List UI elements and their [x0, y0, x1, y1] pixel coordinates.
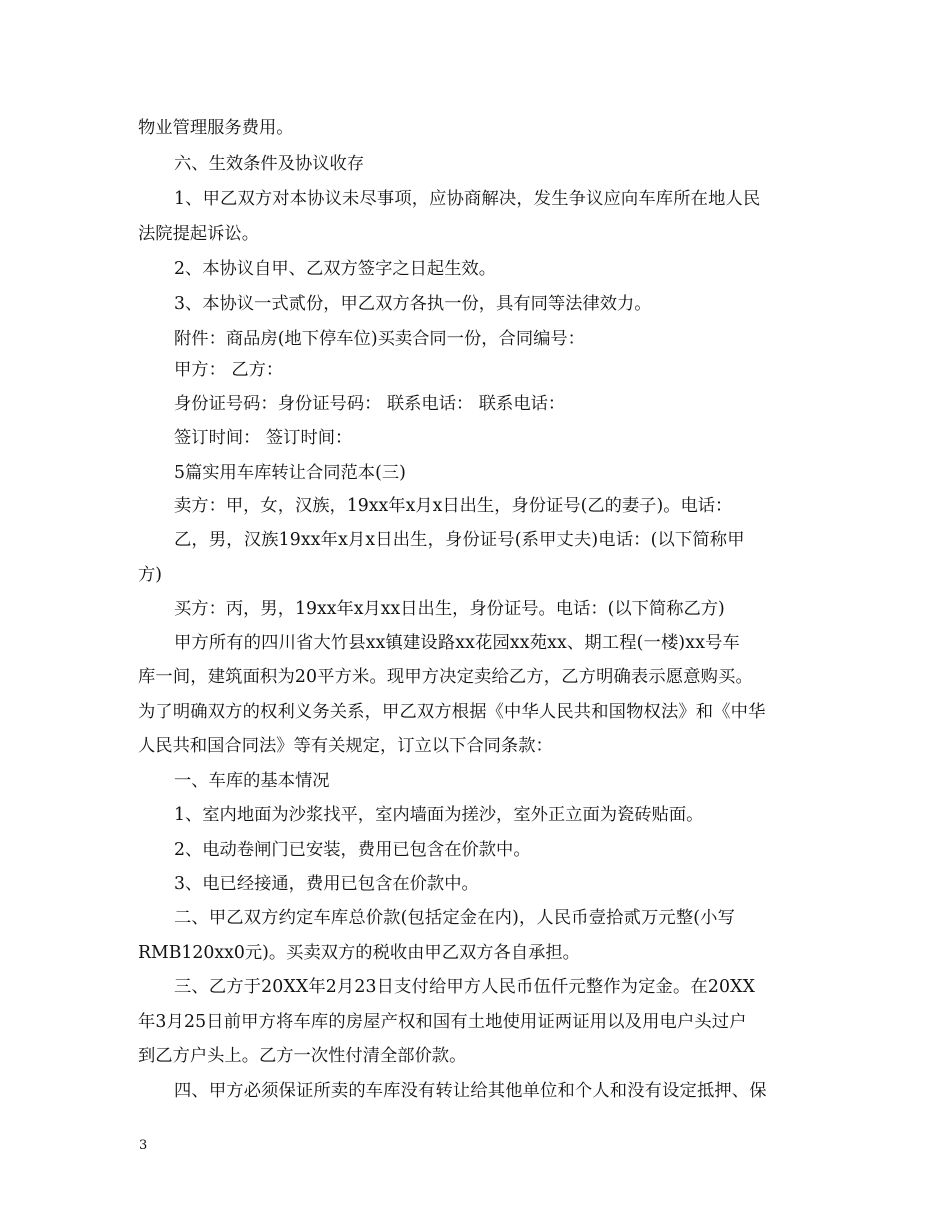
text-line: 1、室内地面为沙浆找平，室内墙面为搓沙，室外正立面为瓷砖贴面。 — [174, 805, 704, 825]
text-line: 附件：商品房(地下停车位)买卖合同一份，合同编号： — [174, 329, 585, 349]
text-line: 到乙方户头上。乙方一次性付清全部价款。 — [138, 1046, 467, 1066]
text-line: 2、电动卷闸门已安装，费用已包含在价款中。 — [174, 840, 531, 860]
text-line: 人民共和国合同法》等有关规定，订立以下合同条款： — [138, 736, 553, 756]
text-line: 2、本协议自甲、乙双方签字之日起生效。 — [174, 259, 497, 279]
text-line: 年3月25日前甲方将车库的房屋产权和国有土地使用证两证用以及用电户头过户 — [138, 1012, 747, 1032]
text-line: 买方：丙，男，19xx年x月xx日出生，身份证号。电话：(以下简称乙方) — [174, 599, 725, 619]
text-line: 乙，男，汉族19xx年x月x日出生，身份证号(系甲丈夫)电话：(以下简称甲 — [174, 530, 745, 550]
text-line: 法院提起诉讼。 — [138, 224, 259, 244]
text-line: 库一间，建筑面积为20平方米。现甲方决定卖给乙方，乙方明确表示愿意购买。 — [138, 667, 753, 687]
text-line: 为了明确双方的权利义务关系，甲乙双方根据《中华人民共和国物权法》和《中华 — [138, 702, 766, 722]
signature-line: 身份证号码：身份证号码： 联系电话： 联系电话： — [174, 394, 566, 414]
signature-line: 签订时间： 签订时间： — [174, 428, 353, 448]
text-line: 卖方：甲，女，汉族，19xx年x月x日出生，身份证号(乙的妻子)。电话： — [174, 496, 733, 516]
text-line: 甲方所有的四川省大竹县xx镇建设路xx花园xx苑xx、期工程(一楼)xx号车 — [174, 633, 740, 653]
text-line: RMB120xx0元)。买卖双方的税收由甲乙双方各自承担。 — [138, 943, 580, 963]
text-line: 三、乙方于20XX年2月23日支付给甲方人民币伍仟元整作为定金。在20XX — [174, 977, 756, 997]
page-number: 3 — [139, 1138, 148, 1153]
text-line: 方) — [138, 565, 163, 585]
section-heading: 一、车库的基本情况 — [174, 771, 330, 791]
text-line: 四、甲方必须保证所卖的车库没有转让给其他单位和个人和没有设定抵押、保 — [174, 1081, 767, 1101]
text-line: 二、甲乙双方约定车库总价款(包括定金在内)，人民币壹拾贰万元整(小写 — [174, 908, 736, 928]
text-line: 物业管理服务费用。 — [138, 118, 294, 138]
text-line: 3、本协议一式贰份，甲乙双方各执一份，具有同等法律效力。 — [174, 294, 652, 314]
document-title: 5篇实用车库转让合同范本(三) — [174, 463, 406, 483]
text-line: 3、电已经接通，费用已包含在价款中。 — [174, 874, 479, 894]
signature-line: 甲方： 乙方： — [174, 360, 284, 380]
text-line: 1、甲乙双方对本协议未尽事项，应协商解决，发生争议应向车库所在地人民 — [174, 189, 761, 209]
section-heading: 六、生效条件及协议收存 — [174, 154, 365, 174]
